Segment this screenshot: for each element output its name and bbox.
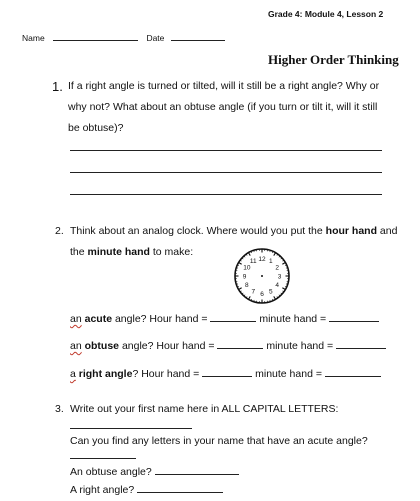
q2-line-1	[70, 221, 397, 242]
right-letters-field[interactable]	[137, 482, 223, 493]
acute-letters-answer-line[interactable]	[70, 458, 136, 459]
clock-number: 9	[243, 273, 247, 280]
clock-number: 4	[275, 282, 279, 289]
row-angle-type: right angle	[79, 368, 133, 380]
clock-number: 3	[278, 273, 282, 280]
right-question-label: A right angle?	[70, 484, 134, 496]
date-field[interactable]	[171, 30, 225, 41]
row-article: an	[70, 340, 82, 352]
q2-line-1-post: and	[377, 225, 397, 237]
q1-text	[68, 76, 379, 139]
q1-number: 1.	[52, 79, 63, 94]
obtuse-minute-field[interactable]	[336, 338, 386, 349]
q2-number: 2.	[55, 221, 64, 242]
name-label: Name	[22, 33, 45, 43]
row-minute-label: minute hand =	[263, 340, 336, 352]
clock-number: 5	[269, 289, 273, 296]
clock-number: 11	[250, 258, 257, 265]
page-title: Higher Order Thinking	[268, 52, 399, 68]
q1-answer-line-1[interactable]	[70, 150, 382, 151]
right-hour-field[interactable]	[202, 366, 252, 377]
q3-number: 3.	[55, 399, 64, 420]
row-minute-label: minute hand =	[252, 368, 325, 380]
row-hour-label: angle? Hour hand =	[112, 313, 210, 325]
name-row	[22, 30, 225, 43]
q3-line-4	[70, 480, 223, 501]
row-hour-label: angle? Hour hand =	[119, 340, 217, 352]
row-minute-label: minute hand =	[256, 313, 329, 325]
clock-center-dot	[261, 275, 263, 277]
q1-line-1: If a right angle is turned or tilted, will it still be a right angle? Why or	[68, 76, 379, 97]
minute-hand-term: minute hand	[88, 246, 150, 258]
q1-line-2: why not? What about an obtuse angle (if you turn or tilt it, will it still	[68, 97, 379, 118]
q2-row-acute	[70, 309, 379, 330]
row-article: a	[70, 368, 76, 380]
row-angle-type: acute	[85, 313, 112, 325]
clock-number: 8	[245, 282, 249, 289]
hour-hand-term: hour hand	[326, 225, 377, 237]
clock-number: 10	[243, 265, 251, 272]
row-article: an	[70, 313, 82, 325]
row-angle-type: obtuse	[85, 340, 119, 352]
obtuse-letters-field[interactable]	[155, 464, 239, 475]
q1-line-3: be obtuse)?	[68, 118, 379, 139]
clock-number: 1	[269, 258, 273, 265]
name-caps-answer-line[interactable]	[70, 428, 192, 429]
analog-clock[interactable]	[232, 246, 292, 306]
q2-line-2-post: to make:	[150, 246, 193, 258]
acute-minute-field[interactable]	[329, 311, 379, 322]
q1-answer-line-3[interactable]	[70, 194, 382, 195]
q2-row-obtuse	[70, 336, 386, 357]
date-label: Date	[146, 33, 164, 43]
q2-line-2-pre: the	[70, 246, 88, 258]
right-minute-field[interactable]	[325, 366, 381, 377]
q2-line-1-pre: Think about an analog clock. Where would you put the	[70, 225, 326, 237]
clock-number: 6	[260, 291, 264, 298]
q2-row-right	[70, 364, 381, 385]
obtuse-hour-field[interactable]	[217, 338, 263, 349]
acute-hour-field[interactable]	[210, 311, 256, 322]
clock-number: 7	[251, 289, 255, 296]
clock-number: 2	[275, 265, 279, 272]
q3-line-1: Write out your first name here in ALL CAPITAL LETTERS:	[70, 399, 338, 420]
row-hour-label: ? Hour hand =	[132, 368, 202, 380]
q3-line-2: Can you find any letters in your name that have an acute angle?	[70, 431, 368, 452]
grade-module-label: Grade 4: Module 4, Lesson 2	[268, 9, 383, 19]
q1-answer-line-2[interactable]	[70, 172, 382, 173]
obtuse-question-label: An obtuse angle?	[70, 466, 152, 478]
name-field[interactable]	[53, 30, 138, 41]
clock-number: 12	[258, 256, 266, 263]
